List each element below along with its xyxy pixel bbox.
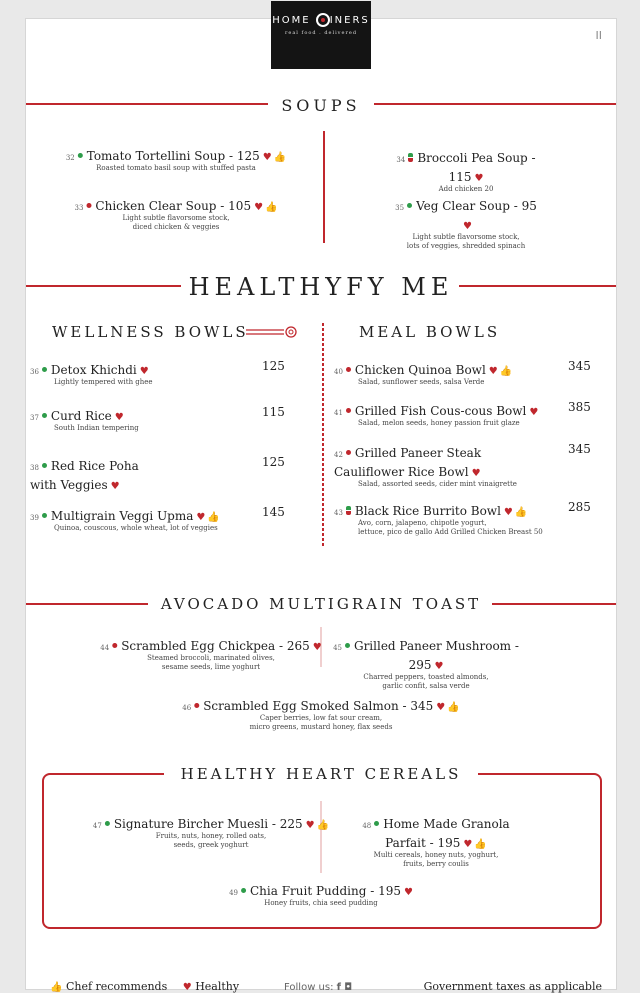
item-name: Black Rice Burrito Bowl: [354, 504, 501, 518]
plate-icon: [316, 13, 330, 27]
item-number: 42: [334, 451, 343, 459]
item-number: 37: [30, 414, 39, 422]
item-description: Light subtle flavorsome stock, diced chicken & veggies: [122, 214, 230, 232]
item-description: Add chicken 20: [438, 185, 494, 193]
heart-icon: ♥: [305, 820, 315, 831]
thumbs-up-icon: 👍: [265, 202, 278, 213]
item-description: Caper berries, low fat sour cream, micro greens, mustard honey, flax seeds: [249, 714, 393, 732]
item-name: Red Rice Poha with Veggies: [30, 459, 139, 492]
thumbs-up-icon: 👍: [50, 982, 63, 993]
heart-icon: ♥: [463, 221, 472, 232]
item-price: 145: [262, 505, 285, 519]
instagram-icon[interactable]: ◘: [344, 982, 353, 993]
item-description: Quinoa, couscous, whole wheat, lot of veggies: [54, 524, 218, 532]
logo-word-diners: INERS: [329, 15, 370, 26]
item-number: 32: [65, 154, 75, 162]
divider-line: [26, 603, 148, 605]
legend-healthy: Healthy: [195, 980, 240, 993]
heart-icon: ♥: [110, 481, 120, 492]
item-description: Multi cereals, honey nuts, yoghurt, fruits, berry coulis: [373, 851, 499, 869]
item-description: Light subtle flavorsome stock, lots of veggies, shredded spinach: [406, 233, 526, 251]
item-name: Detox Khichdi: [50, 363, 137, 377]
menu-page: [25, 15, 617, 993]
both-dot-icon: [346, 506, 351, 515]
veg-dot-icon: [241, 888, 246, 893]
item-number: 43: [334, 509, 343, 517]
item-number: 40: [334, 368, 343, 376]
item-name: Scrambled Egg Chickpea - 265: [121, 639, 310, 653]
nonveg-dot-icon: [112, 643, 117, 648]
item-description: Salad, assorted seeds, cider mint vinaigrette: [358, 480, 517, 488]
column-divider: [322, 323, 324, 547]
menu-item[interactable]: [30, 405, 255, 433]
item-name: Veg Clear Soup - 95: [416, 199, 537, 213]
thumbs-up-icon: 👍: [447, 702, 460, 713]
item-number: 33: [74, 204, 84, 212]
item-price: 125: [262, 455, 285, 469]
item-description: Avo, corn, jalapeno, chipotle yogurt, lettuce, pico de gallo Add Grilled Chicken Breast 50: [358, 519, 543, 537]
heart-icon: ♥: [529, 407, 539, 418]
thumbs-up-icon: 👍: [207, 512, 220, 523]
item-number: 41: [334, 409, 343, 417]
item-description: Salad, sunflower seeds, salsa Verde: [358, 378, 485, 386]
nonveg-dot-icon: [346, 450, 351, 455]
nonveg-dot-icon: [86, 203, 91, 208]
item-description: Roasted tomato basil soup with stuffed pasta: [96, 164, 256, 172]
section-title-soups: SOUPS: [281, 96, 361, 115]
item-price: 345: [568, 359, 591, 373]
logo-word-home: HOME: [272, 15, 311, 26]
follow-label: Follow us:: [284, 982, 334, 993]
veg-dot-icon: [42, 413, 47, 418]
both-dot-icon: [408, 153, 413, 162]
thumbs-up-icon: 👍: [474, 839, 487, 850]
item-number: 45: [333, 644, 342, 652]
menu-item[interactable]: [30, 455, 255, 493]
item-name: Multigrain Veggi Upma: [50, 509, 194, 523]
item-number: 44: [100, 644, 110, 652]
item-name: Home Made Granola Parfait - 195: [383, 817, 510, 850]
item-price: 125: [262, 359, 285, 373]
column-divider: [323, 131, 325, 243]
flourish-ornament: [244, 325, 300, 339]
item-name: Chia Fruit Pudding - 195: [249, 884, 401, 898]
nonveg-dot-icon: [194, 703, 199, 708]
menu-item[interactable]: [66, 145, 286, 173]
item-description: Lightly tempered with ghee: [54, 378, 153, 386]
item-number: 48: [362, 822, 372, 830]
item-name: Signature Bircher Muesli - 225: [113, 817, 303, 831]
menu-item[interactable]: [30, 505, 255, 533]
divider-line: [459, 285, 616, 287]
veg-dot-icon: [345, 643, 350, 648]
menu-item[interactable]: [75, 195, 278, 232]
menu-item[interactable]: [331, 635, 521, 691]
item-name: Grilled Paneer Steak Cauliflower Rice Bowl: [334, 446, 482, 479]
thumbs-up-icon: 👍: [316, 820, 330, 831]
menu-item[interactable]: [391, 195, 541, 251]
menu-item[interactable]: [182, 695, 459, 732]
heart-icon: ♥: [114, 412, 124, 423]
item-name: Tomato Tortellini Soup - 125: [86, 149, 260, 163]
heart-icon: ♥: [254, 202, 264, 213]
item-price: 385: [568, 400, 591, 414]
veg-dot-icon: [42, 367, 47, 372]
section-title-cereals: HEALTHY HEART CEREALS: [164, 765, 478, 783]
item-number: 39: [30, 514, 39, 522]
item-name: Broccoli Pea Soup - 115: [417, 151, 536, 184]
heart-icon: ♥: [262, 152, 272, 163]
item-price: 345: [568, 442, 591, 456]
menu-item[interactable]: [334, 500, 564, 537]
veg-dot-icon: [42, 463, 47, 468]
item-description: Salad, melon seeds, honey passion fruit glaze: [358, 419, 520, 427]
legend: [48, 980, 239, 993]
heart-icon: ♥: [436, 702, 446, 713]
item-name: Curd Rice: [50, 409, 112, 423]
item-name: Grilled Fish Cous-cous Bowl: [354, 404, 527, 418]
divider-line: [492, 603, 616, 605]
heart-icon: ♥: [471, 468, 481, 479]
heart-icon: ♥: [139, 366, 149, 377]
item-price: 115: [262, 405, 285, 419]
divider-line: [26, 103, 268, 105]
item-description: Honey fruits, chia seed pudding: [264, 899, 378, 907]
item-number: 34: [396, 156, 406, 164]
item-name: Chicken Clear Soup - 105: [95, 199, 252, 213]
item-number: 49: [229, 889, 238, 897]
item-name: Chicken Quinoa Bowl: [354, 363, 486, 377]
menu-item[interactable]: [334, 442, 564, 489]
thumbs-up-icon: 👍: [514, 507, 528, 518]
divider-line: [26, 285, 181, 287]
brand-logo: [271, 1, 371, 69]
section-title-avocado: AVOCADO MULTIGRAIN TOAST: [160, 595, 482, 613]
heart-icon: ♥: [488, 366, 498, 377]
logo-tagline: real food . delivered: [284, 30, 358, 36]
item-number: 47: [92, 822, 102, 830]
menu-item[interactable]: [229, 880, 413, 908]
heart-icon: ♥: [312, 642, 322, 653]
veg-dot-icon: [407, 203, 412, 208]
subsection-title-meal: MEAL BOWLS: [359, 323, 501, 341]
section-title-healthyfy: HEALTHYFY ME: [188, 273, 454, 301]
heart-icon: ♥: [474, 173, 484, 184]
social-links: [284, 982, 352, 993]
nonveg-dot-icon: [346, 367, 351, 372]
menu-item[interactable]: [93, 813, 329, 850]
item-description: Steamed broccoli, marinated olives, sesame seeds, lime yoghurt: [147, 654, 275, 672]
thumbs-up-icon: 👍: [499, 366, 513, 377]
tax-note: Government taxes as applicable: [423, 980, 602, 993]
heart-icon: ♥: [403, 887, 413, 898]
menu-item[interactable]: [100, 635, 321, 672]
item-description: Fruits, nuts, honey, rolled oats, seeds, greek yoghurt: [155, 832, 267, 850]
legend-chef: Chef recommends: [65, 980, 168, 993]
facebook-icon[interactable]: f: [336, 982, 342, 993]
heart-icon: ♥: [196, 512, 206, 523]
thumbs-up-icon: 👍: [273, 152, 287, 163]
nonveg-dot-icon: [346, 408, 351, 413]
item-number: 36: [30, 368, 39, 376]
veg-dot-icon: [78, 153, 83, 158]
veg-dot-icon: [105, 821, 110, 826]
item-price: 285: [568, 500, 591, 514]
item-number: 46: [182, 704, 192, 712]
heart-icon: ♥: [182, 982, 192, 993]
item-name: Grilled Paneer Mushroom - 295: [353, 639, 519, 672]
heart-icon: ♥: [434, 661, 444, 672]
veg-dot-icon: [374, 821, 379, 826]
menu-item[interactable]: [334, 400, 564, 428]
menu-item[interactable]: [30, 359, 255, 387]
item-number: 38: [30, 464, 39, 472]
subsection-title-wellness: WELLNESS BOWLS: [52, 323, 249, 341]
veg-dot-icon: [42, 513, 47, 518]
divider-line: [374, 103, 616, 105]
item-number: 35: [395, 204, 405, 212]
item-description: Charred peppers, toasted almonds, garlic confit, salsa verde: [363, 673, 489, 691]
menu-item[interactable]: [391, 147, 541, 194]
menu-item[interactable]: [334, 359, 564, 387]
heart-icon: ♥: [463, 839, 473, 850]
pause-icon[interactable]: II: [595, 29, 602, 42]
heart-icon: ♥: [503, 507, 513, 518]
menu-item[interactable]: [346, 813, 526, 869]
item-name: Scrambled Egg Smoked Salmon - 345: [203, 699, 434, 713]
item-description: South Indian tempering: [54, 424, 139, 432]
